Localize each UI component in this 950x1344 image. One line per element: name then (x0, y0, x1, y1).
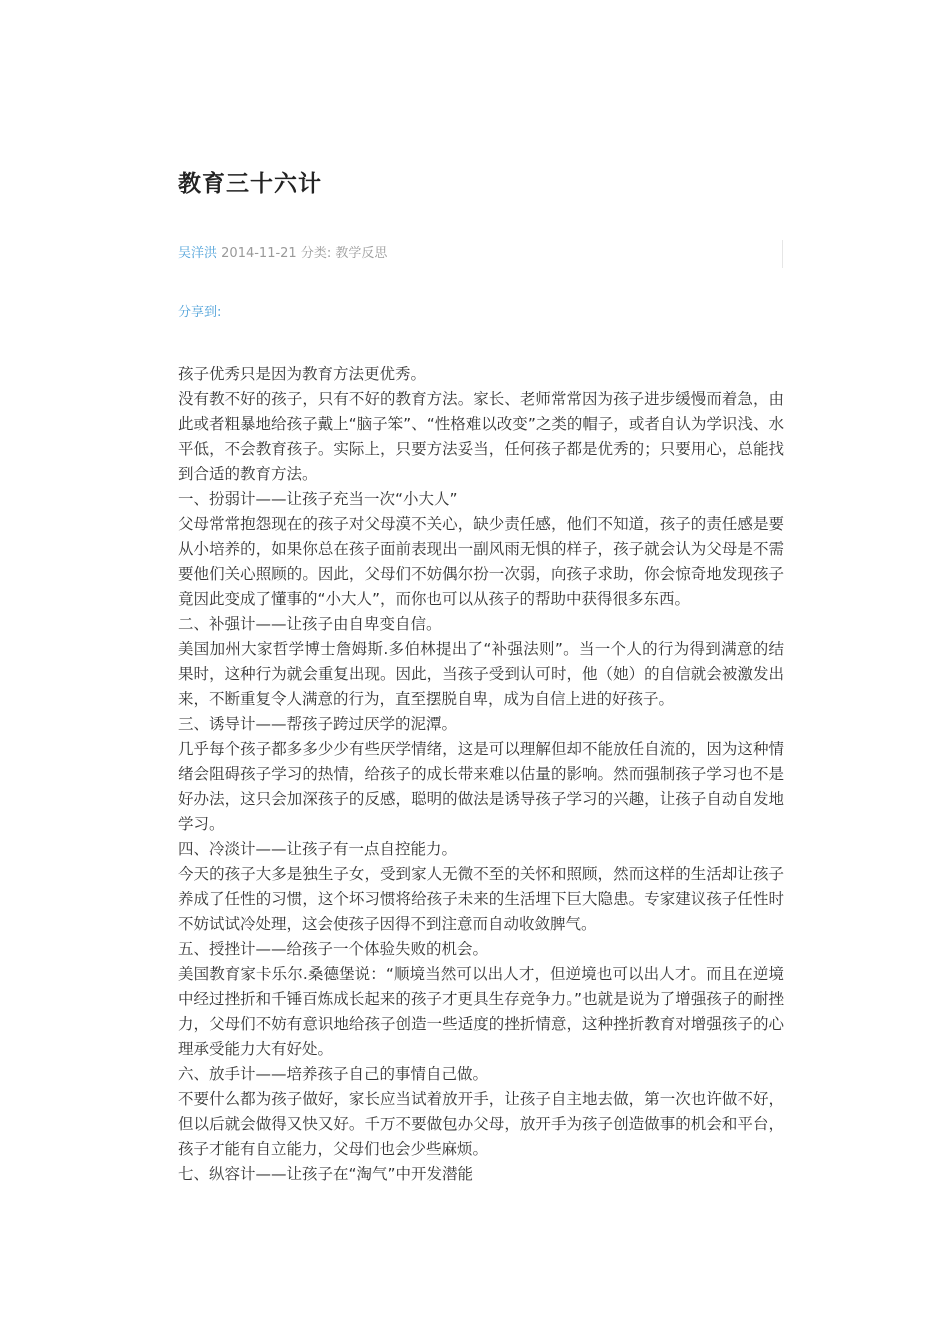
meta-divider (782, 240, 783, 268)
share-label[interactable]: 分享到: (178, 305, 222, 320)
paragraph: 不要什么都为孩子做好，家长应当试着放开手，让孩子自主地去做，第一次也许做不好，但以后就会做得又快又好。千万不要做包办父母，放开手为孩子创造做事的机会和平台，孩子才能有自立能力，父母们也会少些麻烦。 (178, 1090, 784, 1158)
section-heading: 四、冷淡计——让孩子有一点自控能力。 (178, 840, 458, 858)
paragraph: 孩子优秀只是因为教育方法更优秀。 (178, 365, 427, 383)
article-body (178, 362, 784, 1187)
author-link[interactable]: 吴洋洪 (178, 246, 218, 261)
section-heading: 五、授挫计——给孩子一个体验失败的机会。 (178, 940, 489, 958)
publish-date: 2014-11-21 (221, 246, 297, 261)
page-title: 教育三十六计 (178, 171, 322, 197)
category-link[interactable]: 教学反思 (335, 246, 388, 261)
paragraph: 美国加州大家哲学博士詹姆斯.多伯林提出了“补强法则”。当一个人的行为得到满意的结果时，这种行为就会重复出现。因此，当孩子受到认可时，他（她）的自信就会被激发出来，不断重复令人满意的行为，直至摆脱自卑，成为自信上进的好孩子。 (178, 640, 784, 708)
category-label: 分类: (300, 246, 332, 261)
article-meta (178, 244, 387, 264)
paragraph: 没有教不好的孩子，只有不好的教育方法。家长、老师常常因为孩子进步缓慢而着急，由此或者粗暴地给孩子戴上“脑子笨”、“性格难以改变”之类的帽子，或者自认为学识浅、水平低，不会教育孩子。实际上，只要方法妥当，任何孩子都是优秀的；只要用心，总能找到合适的教育方法。 (178, 390, 784, 483)
section-heading: 一、扮弱计——让孩子充当一次“小大人” (178, 490, 458, 508)
paragraph: 父母常常抱怨现在的孩子对父母漠不关心，缺少责任感，他们不知道，孩子的责任感是要从小培养的，如果你总在孩子面前表现出一副风雨无惧的样子，孩子就会认为父母是不需要他们关心照顾的。因此，父母们不妨偶尔扮一次弱，向孩子求助，你会惊奇地发现孩子竟因此变成了懂事的“小大人”，而你也可以从孩子的帮助中获得很多东西。 (178, 515, 784, 608)
section-heading: 六、放手计——培养孩子自己的事情自己做。 (178, 1065, 489, 1083)
paragraph: 今天的孩子大多是独生子女，受到家人无微不至的关怀和照顾，然而这样的生活却让孩子养成了任性的习惯，这个坏习惯将给孩子未来的生活埋下巨大隐患。专家建议孩子任性时不妨试试冷处理，这会使孩子因得不到注意而自动收敛脾气。 (178, 865, 784, 933)
section-heading: 三、诱导计——帮孩子跨过厌学的泥潭。 (178, 715, 458, 733)
paragraph: 美国教育家卡乐尔.桑德堡说：“顺境当然可以出人才，但逆境也可以出人才。而且在逆境中经过挫折和千锤百炼成长起来的孩子才更具生存竞争力。”也就是说为了增强孩子的耐挫力，父母们不妨有意识地给孩子创造一些适度的挫折情意，这种挫折教育对增强孩子的心理承受能力大有好处。 (178, 965, 784, 1058)
section-heading: 二、补强计——让孩子由自卑变自信。 (178, 615, 442, 633)
section-heading: 七、纵容计——让孩子在“淘气”中开发潜能 (178, 1165, 474, 1183)
paragraph: 几乎每个孩子都多多少少有些厌学情绪，这是可以理解但却不能放任自流的，因为这种情绪会阻碍孩子学习的热情，给孩子的成长带来难以估量的影响。然而强制孩子学习也不是好办法，这只会加深孩子的反感，聪明的做法是诱导孩子学习的兴趣，让孩子自动自发地学习。 (178, 740, 784, 833)
